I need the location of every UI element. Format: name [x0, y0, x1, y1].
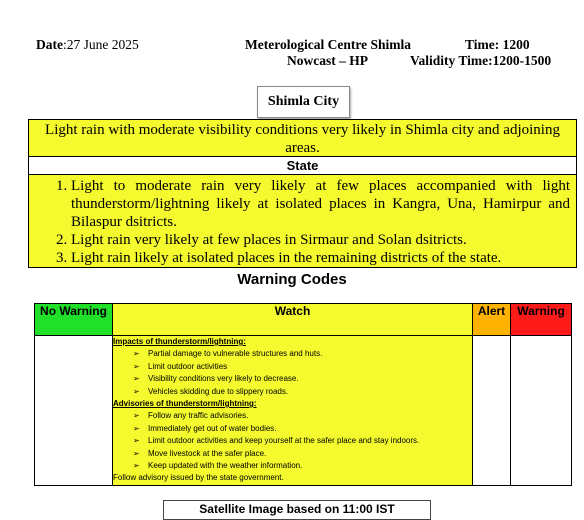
- state-item: 1. Light to moderate rain very likely at few places accompanied with light thunderstorm/lightning likely at isolated places in Kangra, Una, Hamirpur and Bilaspur dsitricts.: [71, 177, 570, 231]
- arrow-bullet-icon: ➢: [133, 411, 140, 421]
- list-item: ➢ Move livestock at the safer place.: [133, 448, 472, 460]
- impacts-list: [113, 348, 472, 398]
- issue-time: Time: 1200: [465, 37, 530, 52]
- state-heading: State: [28, 157, 577, 175]
- list-item: ➢ Partial damage to vulnerable structures and huts.: [133, 348, 472, 360]
- impacts-heading: Impacts of thunderstorm/lightning:: [113, 337, 246, 346]
- satellite-caption: Satellite Image based on 11:00 IST: [163, 500, 431, 520]
- no-warning-cell: [35, 336, 113, 486]
- list-item: ➢ Visibility conditions very likely to decrease.: [133, 373, 472, 385]
- no-warning-header: No Warning: [35, 304, 113, 336]
- warning-header: Warning: [511, 304, 572, 336]
- advisories-heading: Advisories of thunderstorm/lightning:: [113, 399, 257, 409]
- date-label: Date: [36, 37, 63, 52]
- advisories-list: [113, 410, 472, 472]
- state-forecast: [28, 175, 577, 268]
- arrow-bullet-icon: ➢: [133, 374, 140, 384]
- state-item: 2. Light rain very likely at few places in Sirmaur and Solan dsitricts.: [71, 231, 570, 249]
- arrow-bullet-icon: ➢: [133, 461, 140, 471]
- validity-time: Validity Time:1200-1500: [410, 53, 552, 68]
- watch-header: Watch: [113, 304, 473, 336]
- centre-name: Meterological Centre Shimla: [245, 37, 411, 52]
- city-title: Shimla City: [257, 86, 350, 118]
- state-item: 3. Light rain likely at isolated places in the remaining districts of the state.: [71, 249, 570, 267]
- warning-cell: [511, 336, 572, 486]
- list-item: ➢ Keep updated with the weather information.: [133, 460, 472, 472]
- list-item: ➢ Immediately get out of water bodies.: [133, 423, 472, 435]
- list-item: ➢ Limit outdoor activities: [133, 361, 472, 373]
- date-value: :27 June 2025: [63, 37, 139, 52]
- alert-header: Alert: [473, 304, 511, 336]
- state-forecast-list: [29, 177, 576, 267]
- list-item: ➢ Vehicles skidding due to slippery roads.: [133, 386, 472, 398]
- arrow-bullet-icon: ➢: [133, 423, 140, 433]
- list-item: ➢ Limit outdoor activities and keep yourself at the safer place and stay indoors.: [133, 435, 472, 447]
- alert-cell: [473, 336, 511, 486]
- arrow-bullet-icon: ➢: [133, 349, 140, 359]
- watch-cell: [113, 336, 473, 486]
- warning-codes-title: Warning Codes: [237, 271, 347, 288]
- advisory-footer: Follow advisory issued by the state government.: [113, 473, 284, 483]
- warning-codes-table: [34, 303, 572, 486]
- nowcast-label: Nowcast – HP: [287, 53, 368, 68]
- arrow-bullet-icon: ➢: [133, 448, 140, 458]
- date: [36, 37, 139, 53]
- arrow-bullet-icon: ➢: [133, 386, 140, 396]
- arrow-bullet-icon: ➢: [133, 436, 140, 446]
- list-item: ➢ Follow any traffic advisories.: [133, 410, 472, 422]
- arrow-bullet-icon: ➢: [133, 361, 140, 371]
- city-summary: Light rain with moderate visibility conditions very likely in Shimla city and adjoining areas.: [28, 119, 577, 157]
